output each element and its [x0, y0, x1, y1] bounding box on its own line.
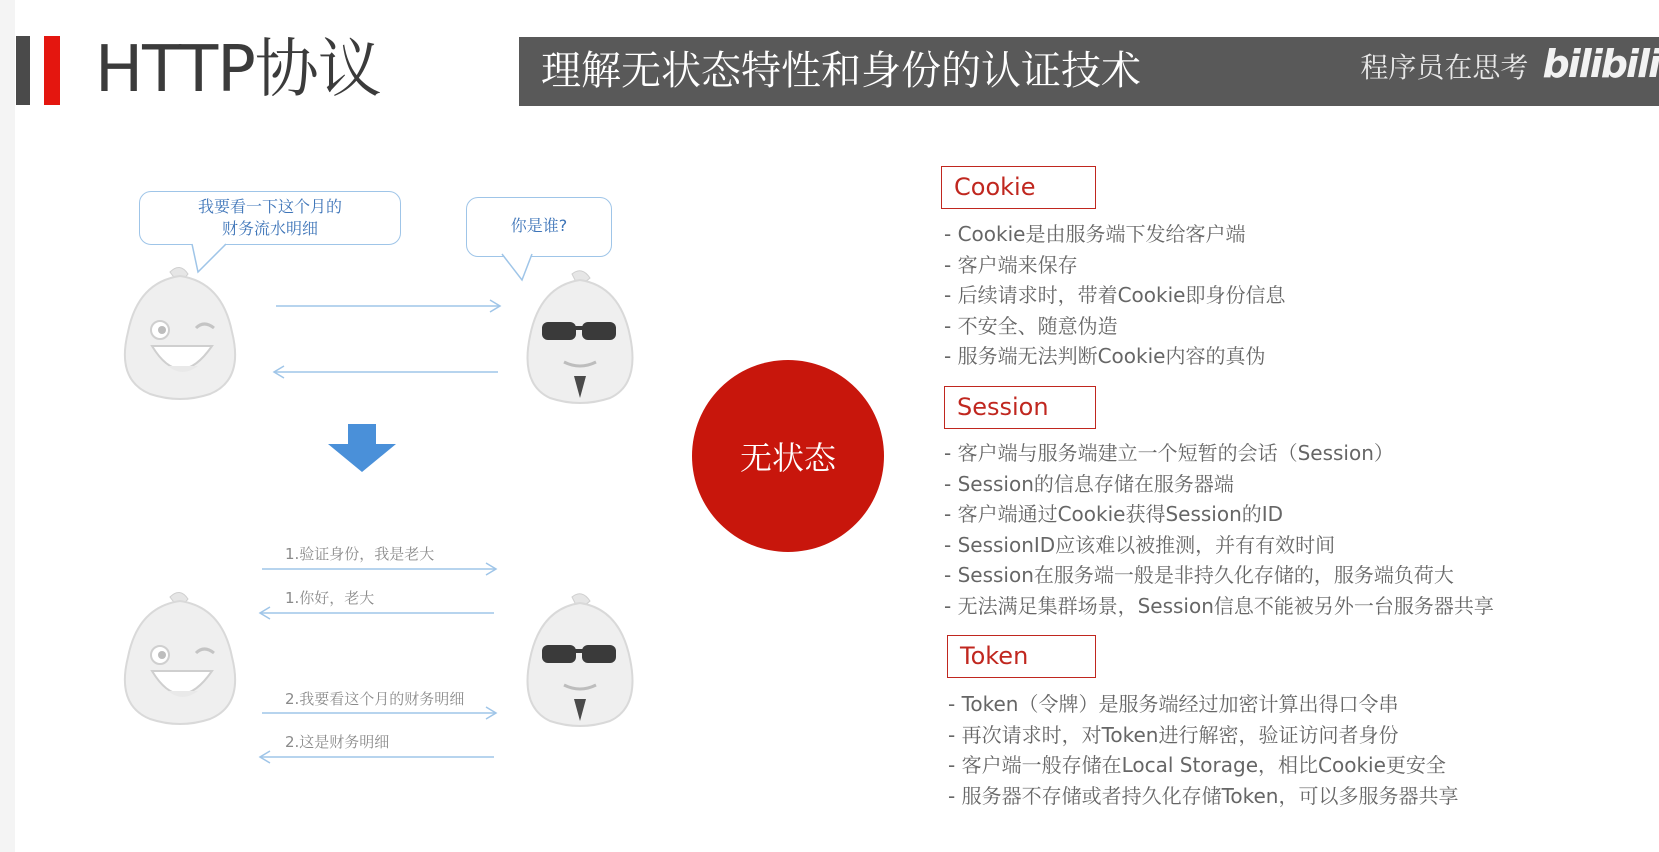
step-arrow-1b: [256, 605, 496, 621]
server-mascot-icon: [514, 589, 646, 729]
section-title-session: Session: [944, 386, 1096, 429]
subtitle-banner: [519, 37, 1659, 106]
speech-bubble-right: [466, 197, 612, 257]
cookie-list: [944, 219, 1285, 372]
list-item: - Token（令牌）是服务端经过加密计算出得口令串: [948, 692, 1399, 716]
subtitle-text: 理解无状态特性和身份的认证技术: [541, 48, 1141, 94]
bubble-left-line-2: 财务流水明细: [221, 219, 318, 238]
step-arrow-2a: [260, 705, 500, 721]
request-arrow: [274, 298, 504, 314]
channel-watermark: [1360, 39, 1659, 93]
bubble-right-text: 你是谁?: [510, 216, 568, 235]
step-label-2a: 2.我要看这个月的财务明细: [285, 690, 465, 708]
client-mascot-icon: [110, 587, 250, 727]
token-list: [948, 689, 1458, 811]
step-label-1a: 1.验证身份，我是老大: [285, 545, 435, 563]
list-item: - Session在服务端一般是非持久化存储的，服务端负荷大: [944, 563, 1454, 587]
watermark-text: 程序员在思考: [1360, 51, 1529, 84]
stateless-label: 无状态: [739, 439, 836, 477]
stateless-circle: [692, 360, 884, 552]
slide-left-edge: [0, 0, 15, 852]
response-arrow: [270, 364, 500, 380]
list-item: - 无法满足集群场景，Session信息不能被另外一台服务器共享: [944, 593, 1494, 618]
list-item: - 不安全、随意伪造: [944, 313, 1118, 338]
list-item: - 客户端通过Cookie获得Session的ID: [944, 502, 1284, 526]
title-accent-red: [44, 36, 60, 105]
step-arrow-2b: [256, 749, 496, 765]
session-list: [944, 438, 1494, 621]
list-item: - 客户端与服务端建立一个短暂的会话（Session）: [944, 441, 1394, 465]
step-label-2b: 2.这是财务明细: [285, 733, 390, 751]
list-item: - 服务端无法判断Cookie内容的真伪: [944, 344, 1266, 368]
list-item: - 客户端一般存储在Local Storage，相比Cookie更安全: [948, 753, 1446, 777]
client-mascot-icon: [110, 262, 250, 402]
list-item: - 服务器不存储或者持久化存储Token，可以多服务器共享: [948, 783, 1459, 808]
list-item: - Session的信息存储在服务器端: [944, 471, 1234, 496]
section-title-cookie: Cookie: [941, 166, 1096, 209]
step-arrow-1a: [260, 561, 500, 577]
server-mascot-icon: [514, 266, 646, 406]
step-label-1b: 1.你好，老大: [285, 589, 375, 607]
section-title-token: Token: [947, 635, 1096, 678]
list-item: - SessionID应该难以被推测，并有有效时间: [944, 532, 1336, 557]
speech-bubble-left: [139, 191, 401, 245]
list-item: - 后续请求时，带着Cookie即身份信息: [944, 283, 1286, 307]
list-item: - 再次请求时，对Token进行解密，验证访问者身份: [948, 722, 1399, 747]
title-accent-dark: [16, 36, 30, 105]
down-arrow-icon: [326, 424, 398, 474]
bubble-left-line-1: 我要看一下这个月的: [197, 197, 342, 216]
list-item: - 客户端来保存: [944, 252, 1078, 277]
bilibili-logo-icon: bilibili: [1542, 42, 1659, 86]
page-title: HTTP协议: [95, 33, 381, 107]
list-item: - Cookie是由服务端下发给客户端: [944, 222, 1246, 246]
